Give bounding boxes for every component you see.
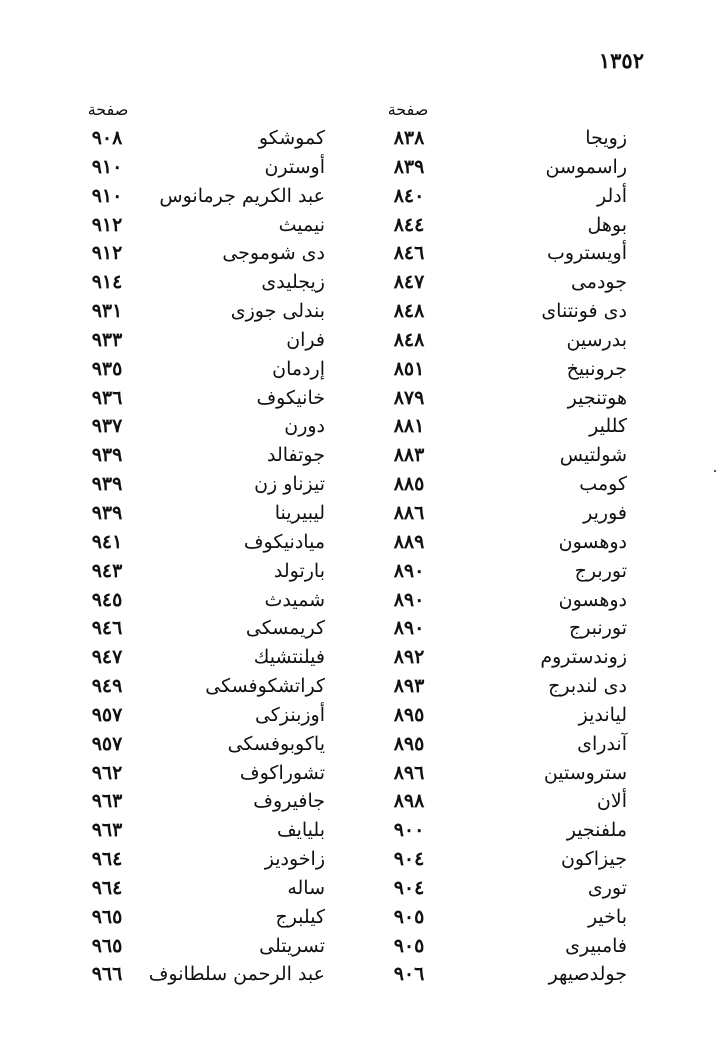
- entry-page-right: ٨٨٦: [393, 501, 425, 524]
- index-table: [0, 124, 723, 989]
- index-row: [0, 643, 723, 672]
- entry-name-left: خانيكوف: [256, 386, 325, 409]
- entry-name-right: جرونبيخ: [566, 357, 627, 380]
- entry-page-left: ٩١٢: [91, 242, 123, 265]
- entry-page-right: ٨٣٩: [393, 155, 425, 178]
- index-row: [0, 412, 723, 441]
- entry-name-right: بوهل: [587, 213, 627, 236]
- entry-name-left: ليبيرينا: [274, 501, 325, 524]
- entry-name-left: شميدث: [264, 588, 325, 611]
- entry-name-left: زيجليدى: [261, 271, 325, 294]
- entry-page-left: ٩٣١: [91, 300, 123, 323]
- index-row: [0, 874, 723, 903]
- entry-name-right: زويجا: [585, 127, 627, 149]
- entry-page-right: ٨٩٥: [393, 703, 425, 726]
- entry-page-left: ٩٦٥: [91, 934, 123, 957]
- entry-page-right: ٨٨٣: [393, 444, 425, 467]
- entry-name-right: راسموسن: [545, 155, 627, 178]
- entry-page-left: ٩٦٣: [91, 819, 123, 842]
- entry-name-right: جودمى: [570, 271, 627, 294]
- scan-speck: [714, 470, 716, 472]
- index-row: [0, 384, 723, 413]
- entry-page-left: ٩٣٥: [91, 357, 123, 380]
- entry-page-right: ٩٠٦: [393, 963, 425, 986]
- entry-page-right: ٨٧٩: [393, 386, 425, 409]
- index-row: [0, 326, 723, 355]
- entry-page-right: ٨٨٥: [393, 473, 425, 496]
- entry-name-right: دوهسون: [558, 530, 627, 553]
- entry-name-left: فران: [286, 328, 325, 351]
- entry-page-left: ٩٦٢: [91, 761, 123, 784]
- index-row: [0, 960, 723, 989]
- entry-name-left: عبد الرحمن سلطانوف: [148, 963, 325, 986]
- entry-page-left: ٩٦٤: [91, 848, 123, 871]
- entry-page-right: ٨٩٢: [393, 646, 425, 669]
- entry-name-left: جوتفالد: [266, 444, 325, 467]
- entry-page-right: ٨٤٦: [393, 242, 425, 265]
- entry-page-right: ٨٥١: [393, 357, 425, 380]
- entry-page-left: ٩٥٧: [91, 732, 123, 755]
- entry-name-left: ميادنيكوف: [243, 530, 325, 553]
- entry-name-right: ليانديز: [578, 703, 627, 726]
- entry-page-left: ٩٤٩: [91, 675, 123, 698]
- entry-name-left: نيميث: [278, 213, 325, 236]
- entry-name-right: باخير: [587, 905, 627, 928]
- entry-name-left: تشوراكوف: [239, 761, 325, 784]
- index-row: [0, 441, 723, 470]
- index-row: [0, 528, 723, 557]
- index-row: [0, 557, 723, 586]
- entry-name-left: بارتولد: [273, 559, 325, 582]
- entry-name-left: دورن: [284, 415, 325, 438]
- entry-page-right: ٨٨١: [393, 415, 425, 438]
- index-row: [0, 211, 723, 240]
- index-row: [0, 932, 723, 961]
- entry-page-right: ٨٤٨: [393, 300, 425, 323]
- entry-page-right: ٨٨٩: [393, 530, 425, 553]
- entry-page-right: ٨٤٠: [393, 184, 425, 207]
- entry-name-right: فورير: [583, 501, 627, 524]
- entry-name-right: أدلر: [596, 184, 627, 207]
- entry-name-left: جافيروف: [253, 790, 325, 813]
- index-row: [0, 787, 723, 816]
- index-row: [0, 268, 723, 297]
- entry-name-right: شولتيس: [559, 444, 627, 467]
- entry-name-left: كراتشكوفسكى: [205, 675, 325, 698]
- entry-name-left: أوسترن: [264, 155, 325, 178]
- index-row: [0, 124, 723, 153]
- index-row: [0, 153, 723, 182]
- entry-page-left: ٩٤٥: [91, 588, 123, 611]
- entry-page-left: ٩٣٦: [91, 386, 123, 409]
- entry-name-right: هوتنجير: [567, 386, 627, 409]
- entry-name-right: كومب: [579, 473, 627, 496]
- entry-page-right: ٩٠٤: [393, 876, 425, 899]
- page-column-header-right: صفحة: [387, 100, 429, 119]
- entry-page-left: ٩٦٣: [91, 790, 123, 813]
- entry-name-left: زاخوديز: [264, 848, 325, 871]
- entry-name-right: جيزاكون: [560, 848, 627, 871]
- index-row: [0, 701, 723, 730]
- index-row: [0, 470, 723, 499]
- entry-name-left: دى شوموجى: [222, 242, 325, 265]
- entry-page-left: ٩١٤: [91, 271, 123, 294]
- entry-page-left: ٩٤٦: [91, 617, 123, 640]
- entry-name-right: توربرج: [574, 559, 627, 582]
- entry-page-left: ٩٦٦: [91, 963, 123, 986]
- entry-name-right: ستروستين: [543, 761, 627, 784]
- index-row: [0, 182, 723, 211]
- entry-page-left: ٩١٢: [91, 213, 123, 236]
- entry-page-left: ٩٣٣: [91, 328, 123, 351]
- entry-page-right: ٨٩٠: [393, 617, 425, 640]
- index-row: [0, 586, 723, 615]
- entry-page-right: ٨٤٤: [393, 213, 425, 236]
- entry-page-left: ٩٤٧: [91, 646, 123, 669]
- entry-name-right: آندراى: [577, 732, 627, 755]
- entry-page-left: ٩١٠: [91, 155, 123, 178]
- entry-page-left: ٩٦٤: [91, 876, 123, 899]
- entry-name-right: دى لندبرج: [548, 675, 627, 698]
- entry-page-left: ٩٣٩: [91, 444, 123, 467]
- entry-name-left: كموشكو: [258, 127, 325, 149]
- entry-page-left: ٩٣٩: [91, 473, 123, 496]
- entry-page-left: ٩٦٥: [91, 905, 123, 928]
- index-row: [0, 239, 723, 268]
- index-row: [0, 816, 723, 845]
- entry-name-left: ساله: [287, 876, 325, 899]
- entry-page-left: ٩١٠: [91, 184, 123, 207]
- entry-name-left: ياكوبوفسكى: [227, 732, 325, 755]
- index-row: [0, 903, 723, 932]
- entry-page-left: ٩٥٧: [91, 703, 123, 726]
- entry-page-left: ٩٠٨: [91, 127, 123, 149]
- index-row: [0, 672, 723, 701]
- index-row: [0, 355, 723, 384]
- entry-name-right: ملفنجير: [566, 819, 627, 842]
- entry-name-right: جولدصيهر: [548, 963, 627, 986]
- entry-name-left: بندلى جوزى: [230, 300, 325, 323]
- entry-name-right: زوندستروم: [540, 646, 627, 669]
- entry-name-left: فيلنتشيك: [253, 646, 325, 669]
- entry-page-left: ٩٤١: [91, 530, 123, 553]
- entry-name-right: تورى: [587, 876, 627, 899]
- entry-name-left: كريمسكى: [245, 617, 325, 640]
- entry-name-right: بدرسين: [566, 328, 627, 351]
- entry-page-right: ٨٩٦: [393, 761, 425, 784]
- page-column-header-left: صفحة: [87, 100, 129, 119]
- index-row: [0, 845, 723, 874]
- entry-page-right: ٨٤٧: [393, 271, 425, 294]
- entry-name-left: إردمان: [272, 357, 325, 380]
- index-row: [0, 297, 723, 326]
- index-row: [0, 499, 723, 528]
- index-row: [0, 730, 723, 759]
- entry-page-right: ٨٩٣: [393, 675, 425, 698]
- entry-name-right: فامبيرى: [565, 934, 627, 957]
- entry-name-right: كللير: [589, 415, 627, 438]
- entry-page-right: ٨٩٥: [393, 732, 425, 755]
- entry-page-right: ٨٩٠: [393, 588, 425, 611]
- entry-page-right: ٩٠٥: [393, 934, 425, 957]
- entry-name-right: أويستروب: [547, 242, 627, 265]
- entry-page-right: ٩٠٠: [393, 819, 425, 842]
- entry-page-left: ٩٤٣: [91, 559, 123, 582]
- entry-name-left: عبد الكريم جرمانوس: [159, 184, 325, 207]
- entry-name-left: تسريتلى: [259, 934, 325, 957]
- entry-page-right: ٨٩٨: [393, 790, 425, 813]
- entry-page-right: ٨٩٠: [393, 559, 425, 582]
- entry-page-right: ٩٠٥: [393, 905, 425, 928]
- entry-name-right: تورنبرج: [568, 617, 627, 640]
- entry-name-right: دوهسون: [558, 588, 627, 611]
- entry-page-left: ٩٣٧: [91, 415, 123, 438]
- entry-name-left: بليايف: [276, 819, 325, 842]
- entry-name-left: كيلبرج: [275, 905, 325, 928]
- index-row: [0, 759, 723, 788]
- page-number: ١٣٥٢: [598, 48, 644, 73]
- entry-name-right: دى فونتناى: [541, 300, 627, 323]
- entry-name-left: أوزبنزكى: [254, 703, 325, 726]
- entry-page-right: ٨٣٨: [393, 127, 425, 149]
- entry-name-left: تيزناو زن: [254, 473, 325, 496]
- index-row: [0, 614, 723, 643]
- entry-page-left: ٩٣٩: [91, 501, 123, 524]
- entry-page-right: ٩٠٤: [393, 848, 425, 871]
- entry-page-right: ٨٤٨: [393, 328, 425, 351]
- entry-name-right: ألان: [596, 790, 627, 813]
